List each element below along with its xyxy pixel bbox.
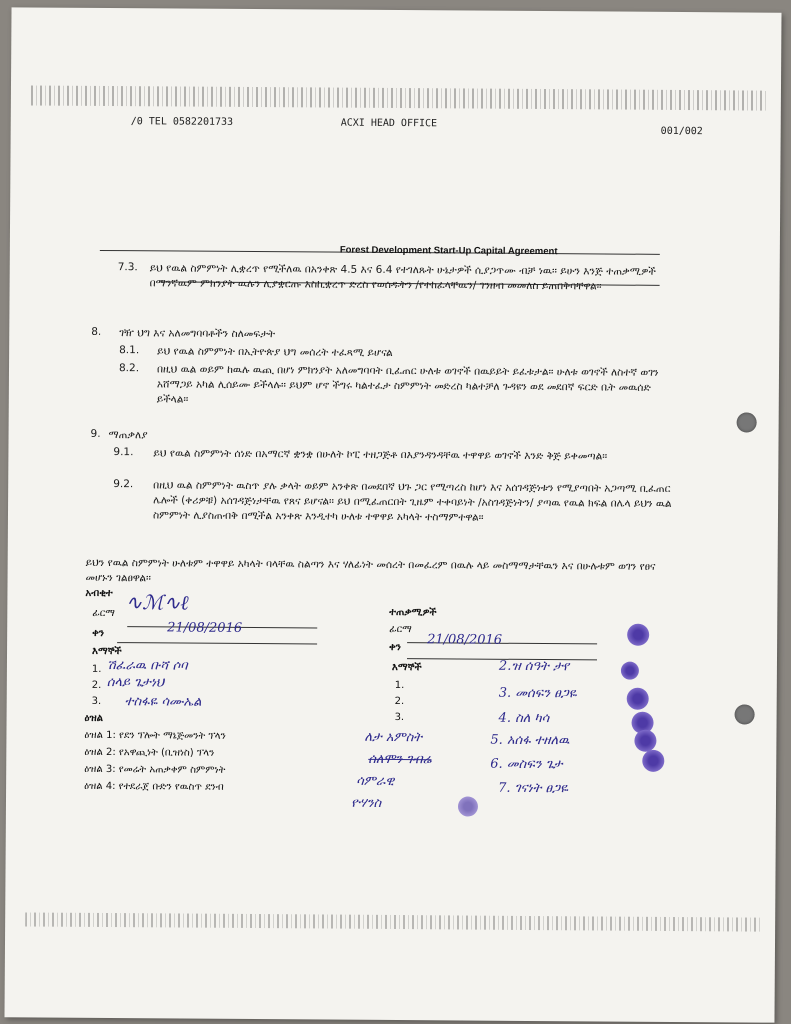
annex-item-2: ዕዝል 2: የአዋጪነት (ቢዝነስ) ፕላን	[84, 746, 215, 759]
document-page	[4, 7, 781, 1022]
fax-header	[130, 116, 731, 138]
thumbprint-3	[627, 688, 649, 710]
punch-hole-top	[737, 412, 757, 432]
fax-page-count: 001/002	[660, 125, 703, 138]
right-witness-1-number: 1.	[394, 680, 405, 692]
right-hand-name-4: 4. ስለ ካሳ	[498, 710, 550, 727]
mid-hand-name-3: ሳምራዊ	[356, 773, 395, 790]
section-8-1-number: 8.1.	[119, 344, 140, 357]
section-7-3-number: 7.3.	[117, 261, 138, 274]
section-8-2-text: በዚህ ዉል ወይም ከዉሉ ዉጪ በሆነ ምክንያት አለመግባባት ቢፈጠር ሁለቱ ወገኖች በዉይይት ይፈቱታል። ሁለቱ ወገኖች ለስተኛ ወገን አሸማጋይ አካል ሊሰይሙ ይችላሉ። ይህም ሆኖ ችግሩ ካልተፈታ ስምምነት መድረስ ካልተቻለ ጉዳዩን ወደ መደበኛ ፍርድ ቤት መዉሰድ ይችላል።	[156, 363, 659, 406]
mid-hand-name-2: ሰለሞን ገብሬ	[368, 751, 432, 768]
section-8-number: 8.	[91, 325, 102, 338]
annex-title: ዕዝል	[84, 712, 104, 724]
right-date-handwritten: 21/08/2016	[427, 632, 503, 648]
right-signature-label: ፊርማ	[389, 623, 412, 636]
left-witness-2-name: ሰላይ ጌታነህ	[106, 675, 165, 691]
right-party-title: ተጠቃሚዎች	[389, 606, 437, 619]
left-date-handwritten: 21/08/2016	[167, 620, 243, 636]
right-hand-name-2: 2.ዝ ሰዓት ታየ	[498, 658, 570, 675]
left-witness-3-name: ተስፋዬ ሳሙኤል	[124, 694, 202, 710]
fax-noise-bottom	[25, 912, 760, 931]
left-witness-1-number: 1.	[91, 663, 102, 675]
annex-item-4: ዕዝል 4: የተደራጀ ቡድን የዉስጥ ደንብ	[84, 780, 224, 793]
document-title: Forest Development Start-Up Capital Agreement	[339, 244, 558, 258]
thumbprint-7	[458, 796, 478, 816]
left-signature-label: ፊርማ	[92, 607, 115, 620]
right-witness-title: እማኞች	[391, 661, 422, 674]
section-9-1-text: ይህ የዉል ስምምነት ሰነድ በአማርኛ ቋንቋ በሁለት ኮፒ ተዘጋጅቶ በእያንዳንዳቸዉ ተዋዋይ ወገኖች እንድ ቅጅ ይቀመጣል።	[153, 447, 608, 463]
left-witness-2-number: 2.	[91, 679, 102, 691]
right-hand-name-7: 7. ገናነት ፀጋዬ	[498, 780, 569, 797]
right-hand-name-3: 3. መሰፍን ፀጋዬ	[498, 685, 577, 702]
left-signature-scribble: ∿ℳ∿ℓ	[125, 590, 189, 615]
section-9-title: ማጠቃለያ	[108, 429, 148, 442]
left-witness-3-number: 3.	[91, 695, 102, 707]
fax-noise-top	[31, 85, 766, 110]
annex-item-1: ዕዝል 1: የደን ፕሎት ማኔጅመንት ፕላን	[84, 729, 226, 742]
left-witness-title: እማኞች	[92, 645, 122, 658]
thumbprint-6	[642, 750, 664, 772]
section-9-number: 9.	[90, 427, 101, 440]
right-date-label: ቀን	[389, 641, 402, 654]
left-date-label: ቀን	[92, 627, 105, 639]
right-hand-name-6: 6. መስፍን ጌታ	[490, 756, 563, 773]
annex-item-3: ዕዝል 3: የመሬት አጠቃቀም ስምምነት	[84, 763, 226, 776]
closing-paragraph: ይህን የዉል ስምምነት ሁለቱም ተዋዋይ አካላት ባላቸዉ ስልጣን እና ሃለፊነት መሰረት በመፈረም በዉሉ ላይ መስማማታቸዉን እና በሁሉቱም ወገን የፀና መሆኑን ገልፀዋል።	[85, 556, 656, 585]
mid-hand-name-4: ዮሃንስ	[350, 795, 382, 811]
thumbprint-1	[627, 624, 649, 646]
section-8-1-text: ይህ የዉል ስምምነት በኢትዮጵያ ህግ መሰረት ተፈጻሚ ይሆናል	[157, 345, 393, 359]
thumbprint-2	[621, 662, 639, 680]
fax-office: ACXI HEAD OFFICE	[340, 117, 438, 130]
thumbprint-5	[634, 730, 656, 752]
right-witness-3-number: 3.	[394, 712, 405, 724]
punch-hole-bottom	[735, 704, 755, 724]
left-date-line	[117, 642, 317, 644]
right-witness-2-number: 2.	[394, 696, 405, 708]
section-7-3-text: ይህ የዉል ስምምነት ሊቋረጥ የሚችለዉ በአንቀጽ 4.5 እና 6.4 የተገለጹት ሁኔታዎች ሲያጋጥሙ ብቻ ነዉ። ይሁን እንጅ ተጠቃሚዎች በማንኛዉም ምክንያት ዉሉን ሊያቋርጡ እስኪቋረጥ ድረስ የወሰዱትን /የተከፈላቸዉን/ ገንዘብ መመለስ ይጠበቅባቸዋል።	[149, 262, 656, 293]
right-hand-name-5: 5. አሰፋ ተዘለዉ	[490, 732, 570, 749]
section-9-1-number: 9.1.	[113, 446, 134, 459]
fax-tel: /0 TEL 0582201733	[130, 116, 234, 128]
section-8-title: ገዥ ህግ እና አለመግባባቶችን ስለመፍታት	[119, 327, 276, 341]
mid-hand-name-1: ለታ አምስት	[364, 729, 423, 746]
left-witness-1-name: ሽፈራዉ ቡሻ ሶባ	[106, 658, 188, 674]
section-8-2-number: 8.2.	[118, 362, 140, 375]
section-9-2-number: 9.2.	[113, 478, 134, 491]
left-party-title: አብቂተ	[85, 587, 113, 600]
section-9-2-text: በዚህ ዉል ስምምነት ዉስጥ ያሉ ቃላት ወይም አንቀጽ በመደበኛ ህጉ ጋር የሚጣረስ ከሆነ እና አሰገዳጅነቱን የሚያጣበት አጋጣሚ ቢፈጠር ሌሎች (ቀሪዎቹ) አሰገዳጅነታቸዉ የጸና ይሆናል። ይህ በሚፈጠርበት ጊዜም ተቀባይነት /አስገዳጅነትን/ ያጣዉ የዉል ክፍል በሌላ ይህን ዉል ስምምነት ሊያስጠብቅ በሚችል አንቀጽ እንዲተካ ሁለቱ ተዋዋይ አካላት ተስማምተዋል።	[152, 479, 672, 524]
